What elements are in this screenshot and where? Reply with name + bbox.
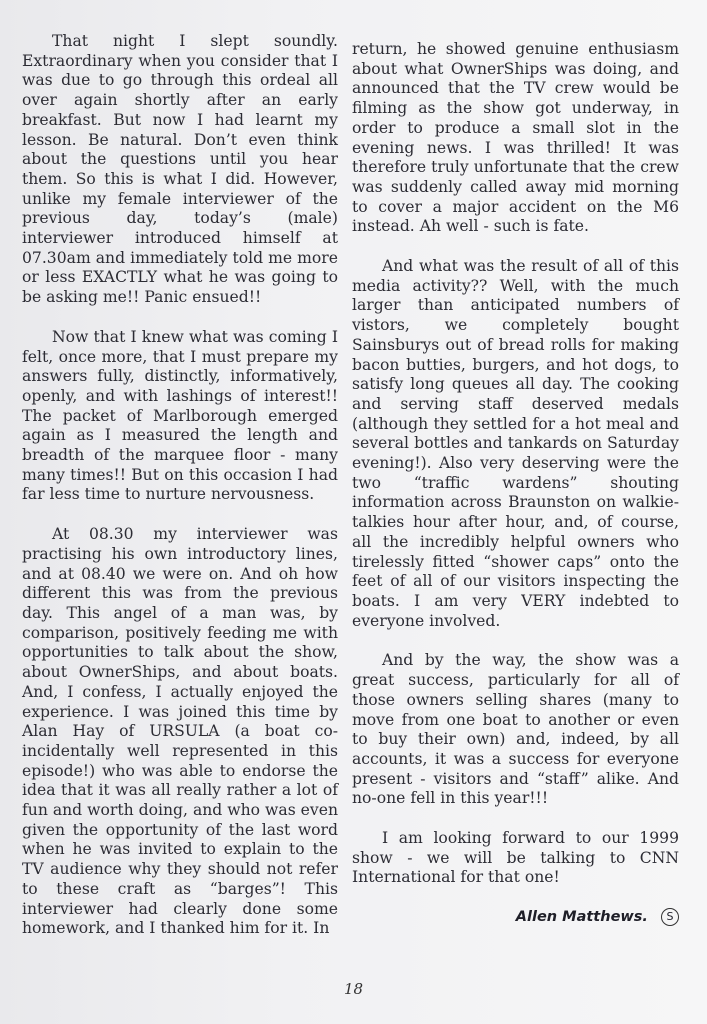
author-name: Allen Matthews. [515,909,648,926]
ownerships-logo-icon: S [661,908,679,926]
left-column [22,32,338,959]
right-column [352,40,679,928]
paragraph: I am looking forward to our 1999 show - we will be talking to CNN International for that one! [352,829,679,887]
paragraph: At 08.30 my interviewer was practising his own introductory lines, and at 08.40 we were on. And oh how different this was from the previous day. This angel of a man was, by comparison, positively feeding me with opportunities to talk about the show, about OwnerShips, and about boats. And, I confess, I actually enjoyed the experience. I was joined this time by Alan Hay of URSULA (a boat co-incidentally well represented in this episode!) who was able to endorse the idea that it was all really rather a lot of fun and worth doing, and who was even given the opportunity of the last word when he was invited to explain to the TV audience why they should not refer to these craft as “barges”! This interviewer had clearly done some homework, and I thanked him for it. In [22,525,338,938]
paragraph: return, he showed genuine enthusiasm about what OwnerShips was doing, and announced that the TV crew would be filming as the show got underway, in order to produce a small slot in the evening news. I was thrilled! It was therefore truly unfortunate that the crew was suddenly called away mid morning to cover a major accident on the M6 instead. Ah well - such is fate. [352,40,679,236]
paragraph: And what was the result of all of this media activity?? Well, with the much larger than anticipated numbers of vistors, we completely bought Sainsburys out of bread rolls for making bacon butties, burgers, and hot dogs, to satisfy long queues all day. The cooking and serving staff deserved medals (although they settled for a hot meal and several bottles and tankards on Saturday evening!). Also very deserving were the two “traffic wardens” shouting information across Braunston on walkie-talkies hour after hour, and, of course, all the incredibly helpful owners who tirelessly fitted “shower caps” onto the feet of all of our visitors inspecting the boats. I am very VERY indebted to everyone involved. [352,257,679,630]
page-number: 18 [343,980,364,998]
author-signature [352,908,679,928]
paragraph: Now that I knew what was coming I felt, once more, that I must prepare my answers fully, distinctly, informatively, openly, and with lashings of interest!! The packet of Marlborough emerged again as I measured the length and breadth of the marquee floor - many many times!! But on this occasion I had far less time to nurture nervousness. [22,327,338,504]
paragraph: And by the way, the show was a great success, particularly for all of those owners selling shares (many to move from one boat to another or even to buy their own) and, indeed, by all accounts, it was a success for everyone present - visitors and “staff” alike. And no-one fell in this year!!! [352,651,679,808]
paragraph: That night I slept soundly. Extraordinary when you consider that I was due to go through this ordeal all over again shortly after an early breakfast. But now I had learnt my lesson. Be natural. Don’t even think about the questions until you hear them. So this is what I did. However, unlike my female interviewer of the previous day, today’s (male) interviewer introduced himself at 07.30am and immediately told me more or less EXACTLY what he was going to be asking me!! Panic ensued!! [22,32,338,307]
